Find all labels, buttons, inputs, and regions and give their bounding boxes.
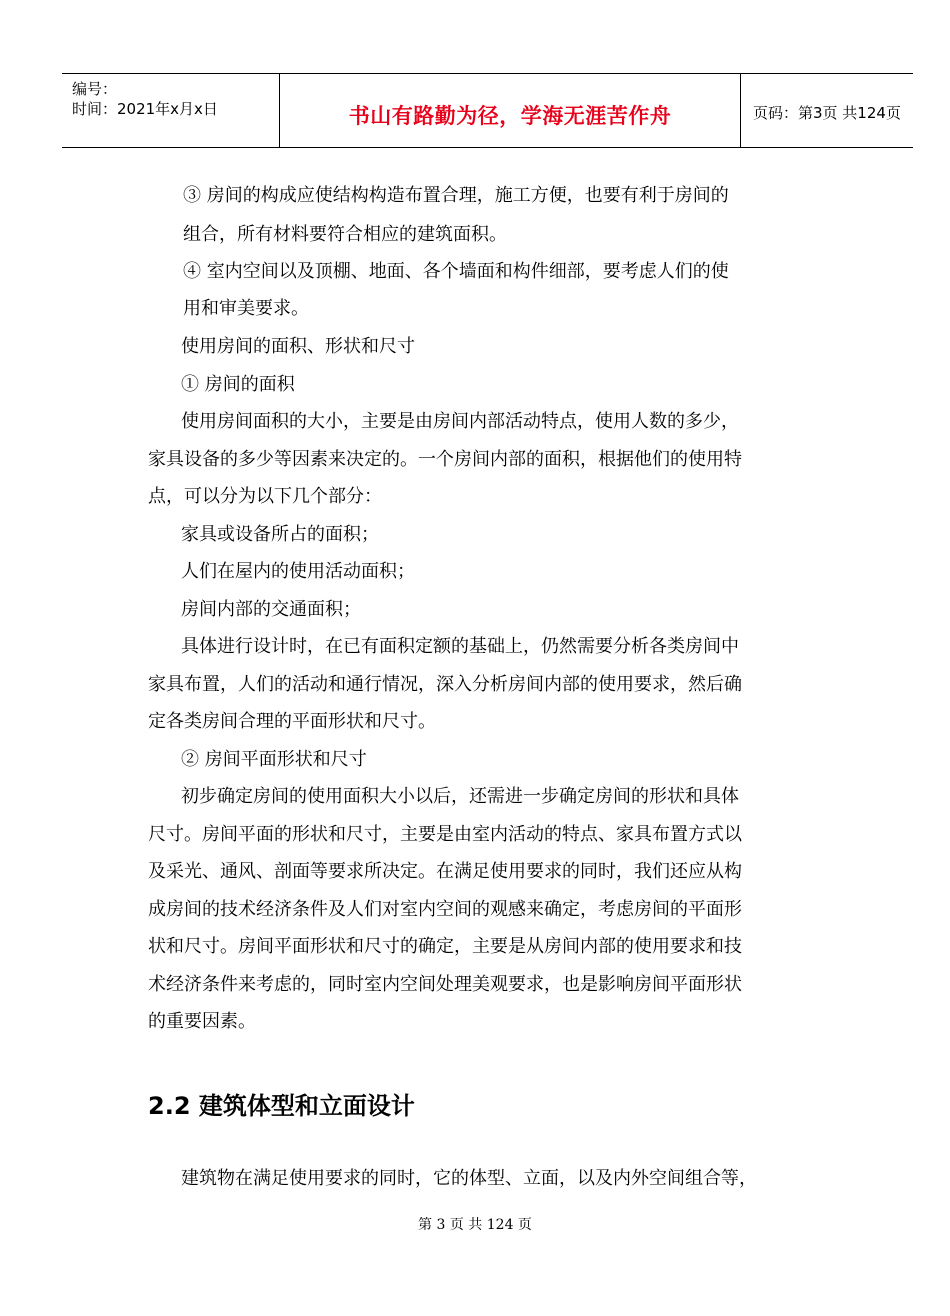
page-header — [62, 73, 913, 148]
body-line: 术经济条件来考虑的，同时室内空间处理美观要求，也是影响房间平面形状 — [148, 974, 742, 995]
body-line: 人们在屋内的使用活动面积； — [181, 561, 415, 582]
body-line: 点，可以分为以下几个部分： — [148, 486, 382, 507]
body-line: 尺寸。房间平面的形状和尺寸，主要是由室内活动的特点、家具布置方式以 — [148, 824, 742, 845]
header-page-number: 页码：第3页 共124页 — [753, 104, 901, 122]
body-line: 使用房间面积的大小，主要是由房间内部活动特点，使用人数的多少， — [181, 411, 739, 432]
body-line: 房间内部的交通面积； — [181, 599, 361, 620]
body-line: 具体进行设计时，在已有面积定额的基础上，仍然需要分析各类房间中 — [181, 636, 739, 657]
body-line: ② 房间平面形状和尺寸 — [181, 749, 367, 770]
body-line: 使用房间的面积、形状和尺寸 — [181, 336, 415, 357]
body-line: 用和审美要求。 — [183, 298, 309, 319]
body-line: 家具布置，人们的活动和通行情况，深入分析房间内部的使用要求，然后确 — [148, 674, 742, 695]
body-line: 状和尺寸。房间平面形状和尺寸的确定，主要是从房间内部的使用要求和技 — [148, 936, 742, 957]
code-label: 编号： — [72, 80, 118, 98]
body-line: 成房间的技术经济条件及人们对室内空间的观感来确定，考虑房间的平面形 — [148, 899, 742, 920]
body-line: ① 房间的面积 — [181, 374, 295, 395]
motto: 书山有路勤为径，学海无涯苦作舟 — [348, 104, 672, 128]
body-line: ③ 房间的构成应使结构构造布置合理，施工方便，也要有利于房间的 — [183, 185, 729, 206]
body-line: 家具或设备所占的面积； — [181, 524, 379, 545]
body-line: 及采光、通风、剖面等要求所决定。在满足使用要求的同时，我们还应从构 — [148, 861, 742, 882]
header-middle-cell — [279, 74, 741, 147]
section-heading: 2.2 建筑体型和立面设计 — [148, 1092, 415, 1120]
body-line: 初步确定房间的使用面积大小以后，还需进一步确定房间的形状和具体 — [181, 786, 739, 807]
date-label: 时间：2021年x月x日 — [72, 100, 218, 118]
body-line: 的重要因素。 — [148, 1011, 256, 1032]
body-line: 定各类房间合理的平面形状和尺寸。 — [148, 711, 436, 732]
body-line: ④ 室内空间以及顶棚、地面、各个墙面和构件细部，要考虑人们的使 — [183, 261, 729, 282]
header-right-cell — [740, 74, 913, 147]
body-line-after-heading: 建筑物在满足使用要求的同时，它的体型、立面，以及内外空间组合等， — [181, 1168, 757, 1189]
body-line: 家具设备的多少等因素来决定的。一个房间内部的面积，根据他们的使用特 — [148, 449, 742, 470]
body-line: 组合，所有材料要符合相应的建筑面积。 — [183, 224, 507, 245]
header-left-cell — [62, 74, 279, 147]
page-footer: 第 3 页 共 124 页 — [418, 1217, 532, 1233]
